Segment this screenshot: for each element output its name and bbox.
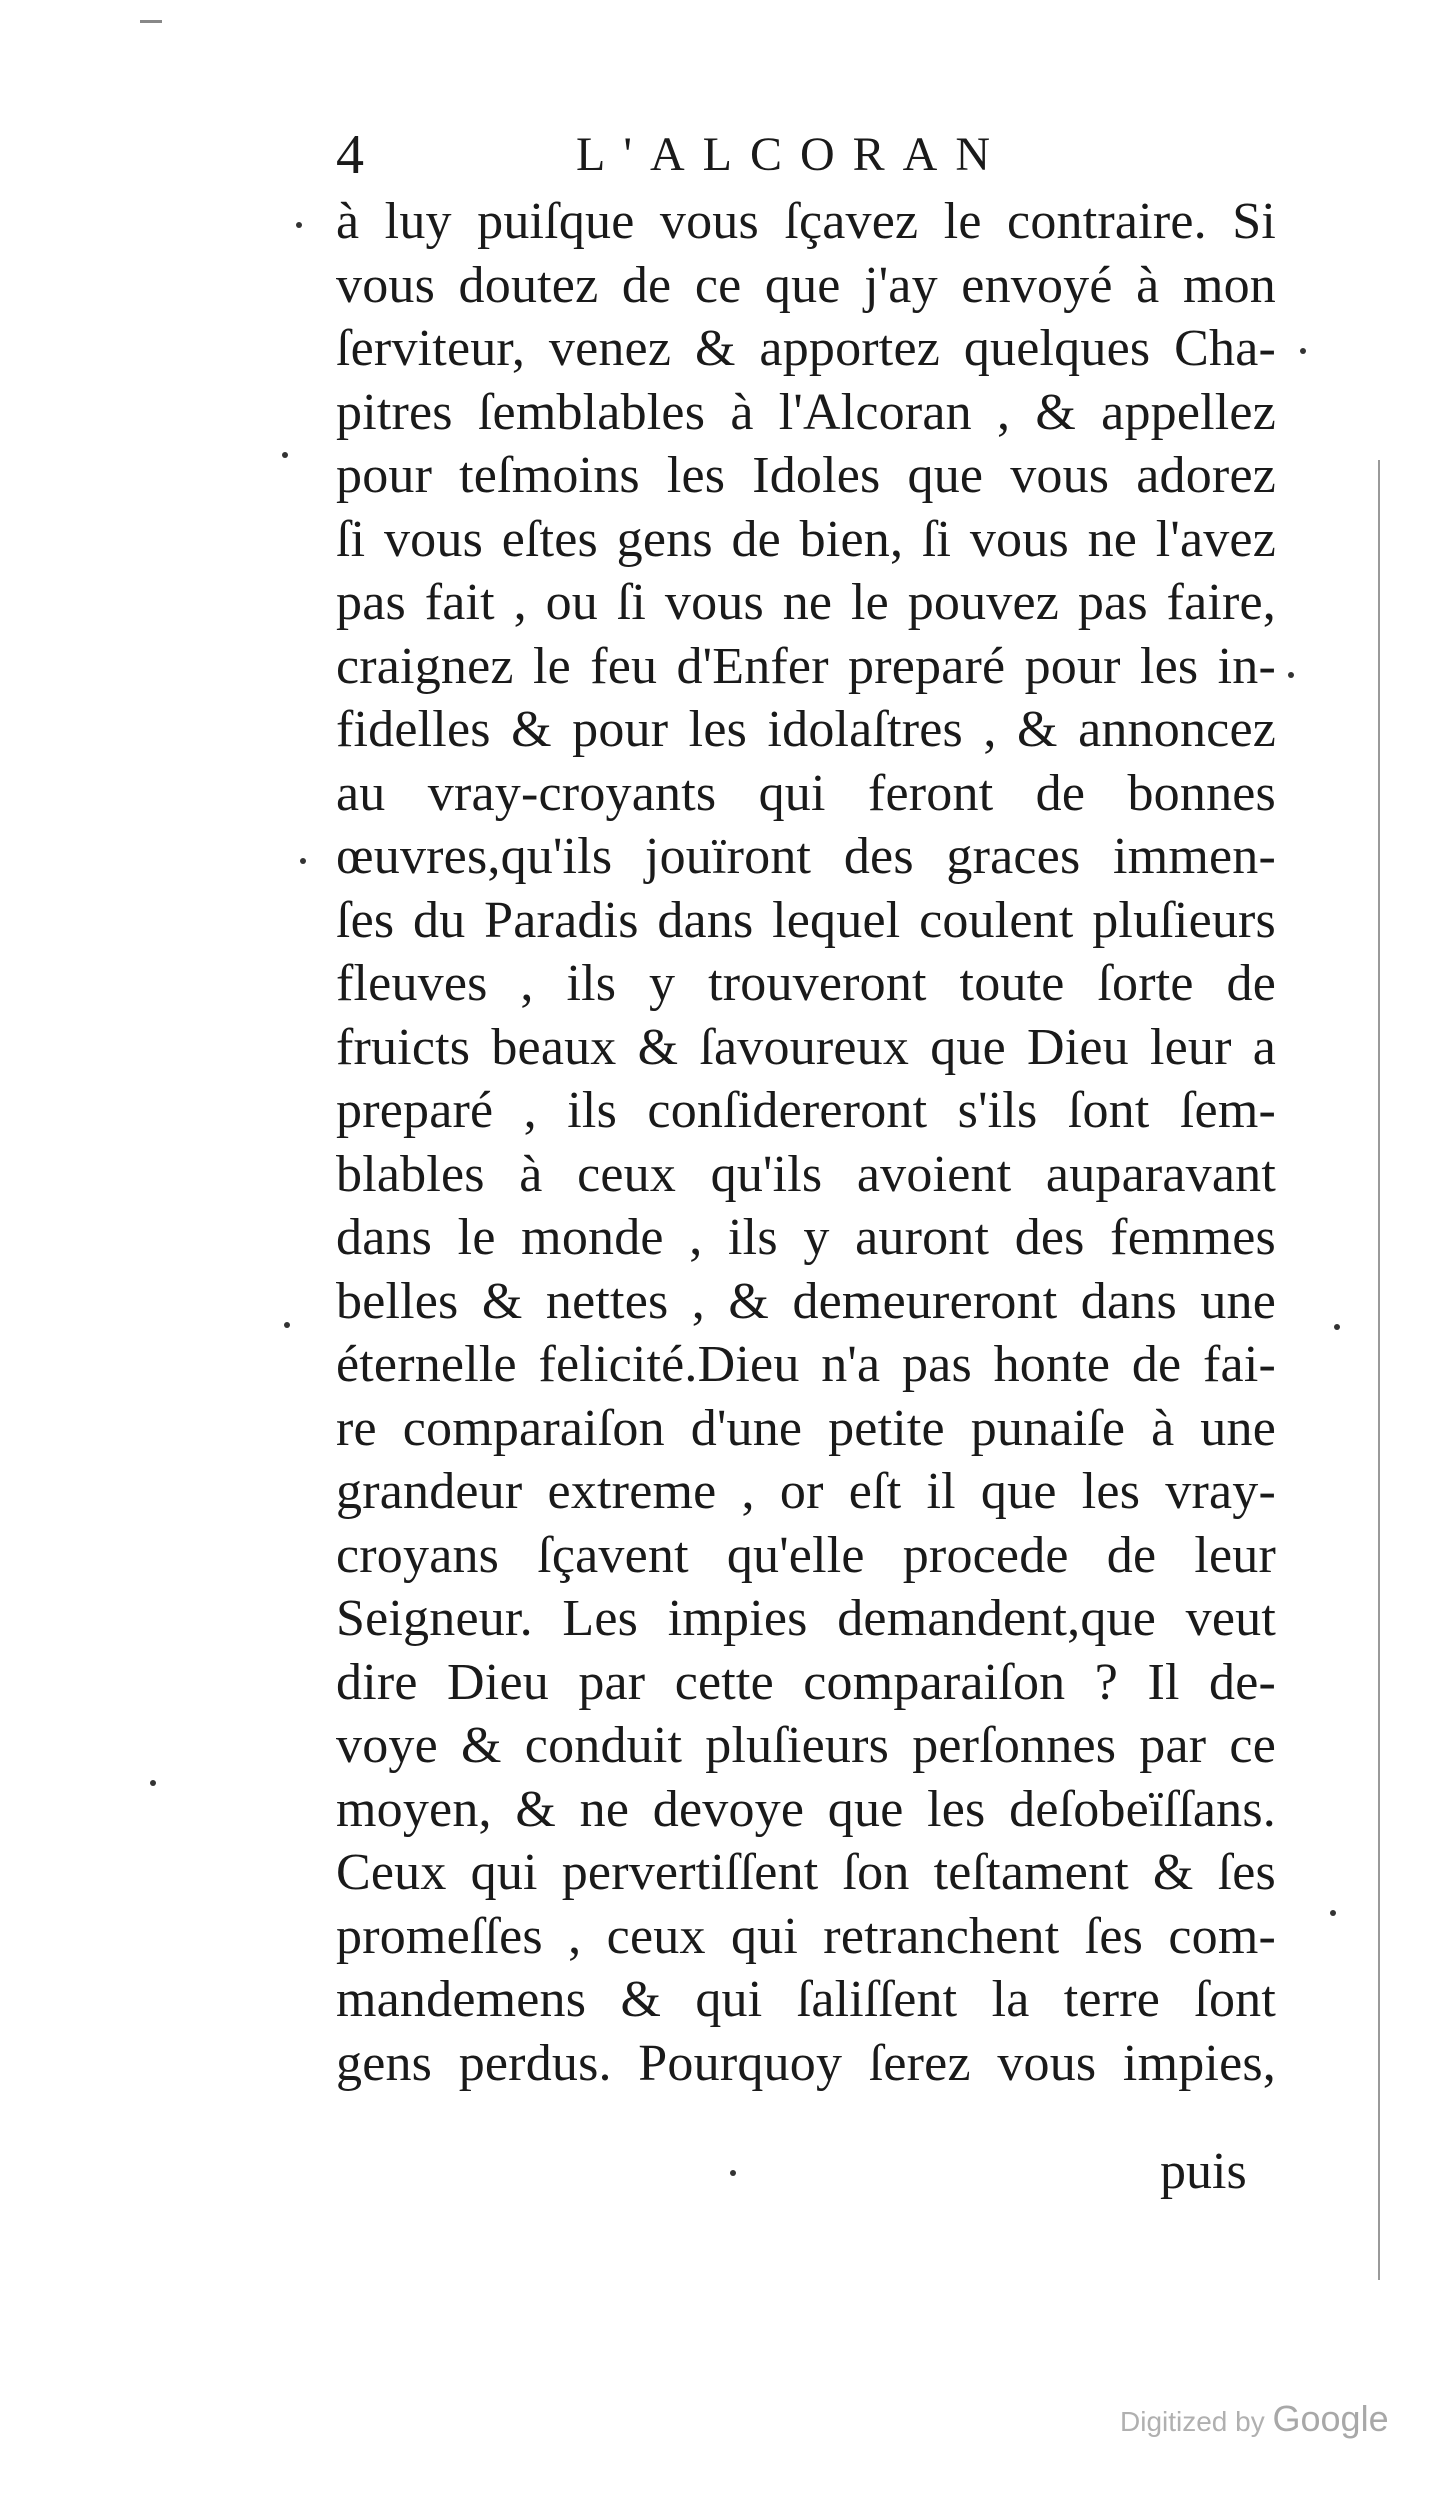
text-line: grandeur extreme , or eſt il que les vray- [336, 1463, 1276, 1520]
text-line: fidelles & pour les idolaſtres , & annoncez [336, 701, 1276, 758]
page-edge-line [1378, 460, 1380, 2280]
text-line: gens perdus. Pourquoy ſerez vous impies, [336, 2034, 1276, 2092]
ink-speck [1330, 1910, 1336, 1916]
text-line: pitres ſemblables à l'Alcoran , & appellez [336, 383, 1276, 441]
scan-mark [140, 20, 162, 23]
text-line: ſes du Paradis dans lequel coulent pluſieurs [336, 891, 1276, 949]
ink-speck [300, 858, 306, 864]
text-line: mandemens & qui ſaliſſent la terre ſont [336, 1971, 1276, 2028]
text-line: pas fait , ou ſi vous ne le pouvez pas faire, [336, 574, 1276, 631]
text-line: à luy puiſque vous ſçavez le contraire. Si [336, 193, 1276, 250]
text-line: dans le monde , ils y auront des femmes [336, 1209, 1276, 1266]
text-line: dire Dieu par cette comparaiſon ? Il de- [336, 1653, 1276, 1711]
text-line: Ceux qui pervertiſſent ſon teſtament & ſes [336, 1844, 1276, 1901]
text-line: voye & conduit pluſieurs perſonnes par ce [336, 1717, 1276, 1774]
digitized-watermark [1120, 2398, 1389, 2440]
page-number: 4 [336, 124, 364, 186]
text-line: Seigneur. Les impies demandent,que veut [336, 1590, 1276, 1647]
text-line: pour teſmoins les Idoles que vous adorez [336, 447, 1276, 504]
digitized-brand: Google [1272, 2398, 1389, 2439]
ink-speck [1334, 1324, 1340, 1330]
text-line: preparé , ils conſidereront s'ils ſont ſem- [336, 1082, 1276, 1139]
text-line: œuvres,qu'ils jouïront des graces immen- [336, 828, 1276, 885]
text-line: re comparaiſon d'une petite punaiſe à une [336, 1399, 1276, 1457]
text-line: blables à ceux qu'ils avoient auparavant [336, 1145, 1276, 1203]
ink-speck [296, 222, 302, 228]
text-line: moyen, & ne devoye que les deſobeïſſans. [336, 1780, 1276, 1838]
text-line: fleuves , ils y trouveront toute ſorte de [336, 955, 1276, 1012]
ink-speck [282, 452, 288, 458]
text-line: au vray-croyants qui feront de bonnes [336, 764, 1276, 822]
running-title: L'ALCORAN [576, 128, 1008, 181]
text-line: ſi vous eſtes gens de bien, ſi vous ne l'avez [336, 510, 1276, 568]
ink-speck [284, 1322, 290, 1328]
text-line: promeſſes , ceux qui retranchent ſes com- [336, 1907, 1276, 1965]
text-line: ſerviteur, venez & apportez quelques Cha- [336, 320, 1276, 377]
ink-speck [1288, 672, 1294, 678]
catchword: puis [1160, 2143, 1247, 2200]
body-text [336, 190, 1276, 2095]
running-head [336, 120, 1276, 190]
text-line: éternelle felicité.Dieu n'a pas honte de fai- [336, 1336, 1276, 1393]
ink-speck [150, 1780, 156, 1786]
text-line: fruicts beaux & ſavoureux que Dieu leur a [336, 1018, 1276, 1076]
text-line: craignez le feu d'Enfer preparé pour les in- [336, 637, 1276, 695]
ink-speck [1300, 348, 1306, 354]
text-line: vous doutez de ce que j'ay envoyé à mon [336, 256, 1276, 314]
text-line: croyans ſçavent qu'elle procede de leur [336, 1526, 1276, 1584]
digitized-prefix: Digitized by [1120, 2406, 1265, 2437]
text-line: belles & nettes , & demeureront dans une [336, 1272, 1276, 1330]
ink-speck [730, 2170, 736, 2176]
